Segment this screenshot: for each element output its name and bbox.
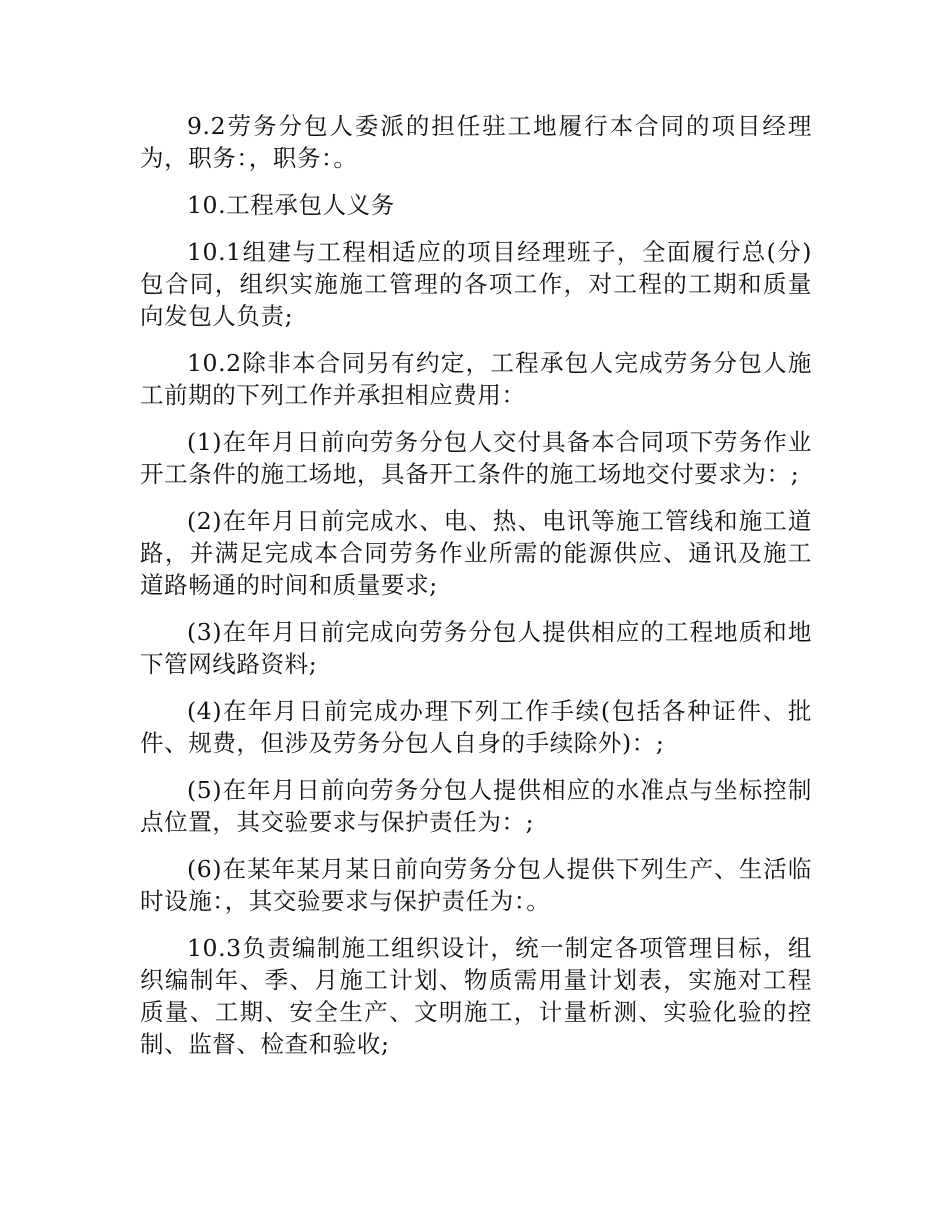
list-item-5: (5)在年月日前向劳务分包人提供相应的水准点与坐标控制点位置，其交验要求与保护责任为：; <box>140 776 812 836</box>
paragraph-9-2: 9.2劳务分包人委派的担任驻工地履行本合同的项目经理为，职务：，职务：。 <box>140 112 812 172</box>
list-item-1: (1)在年月日前向劳务分包人交付具备本合同项下劳务作业开工条件的施工场地，具备开工条件的施工场地交付要求为：; <box>140 428 812 488</box>
paragraph-10-1: 10.1组建与工程相适应的项目经理班子，全面履行总(分)包合同，组织实施施工管理的各项工作，对工程的工期和质量向发包人负责; <box>140 238 812 330</box>
list-item-4: (4)在年月日前完成办理下列工作手续(包括各种证件、批件、规费，但涉及劳务分包人自身的手续除外)：; <box>140 697 812 757</box>
paragraph-10-3: 10.3负责编制施工组织设计，统一制定各项管理目标，组织编制年、季、月施工计划、物质需用量计划表，实施对工程质量、工期、安全生产、文明施工，计量析测、实验化验的控制、监督、检查和验收; <box>140 934 812 1058</box>
section-heading-10: 10.工程承包人义务 <box>187 191 395 219</box>
document-body <box>140 110 812 1075</box>
list-item-3: (3)在年月日前完成向劳务分包人提供相应的工程地质和地下管网线路资料; <box>140 618 812 678</box>
paragraph-10-2: 10.2除非本合同另有约定，工程承包人完成劳务分包人施工前期的下列工作并承担相应费用： <box>140 349 812 409</box>
list-item-6: (6)在某年某月某日前向劳务分包人提供下列生产、生活临时设施：，其交验要求与保护责任为：。 <box>140 855 812 915</box>
list-item-2: (2)在年月日前完成水、电、热、电讯等施工管线和施工道路，并满足完成本合同劳务作业所需的能源供应、通讯及施工道路畅通的时间和质量要求; <box>140 507 812 599</box>
